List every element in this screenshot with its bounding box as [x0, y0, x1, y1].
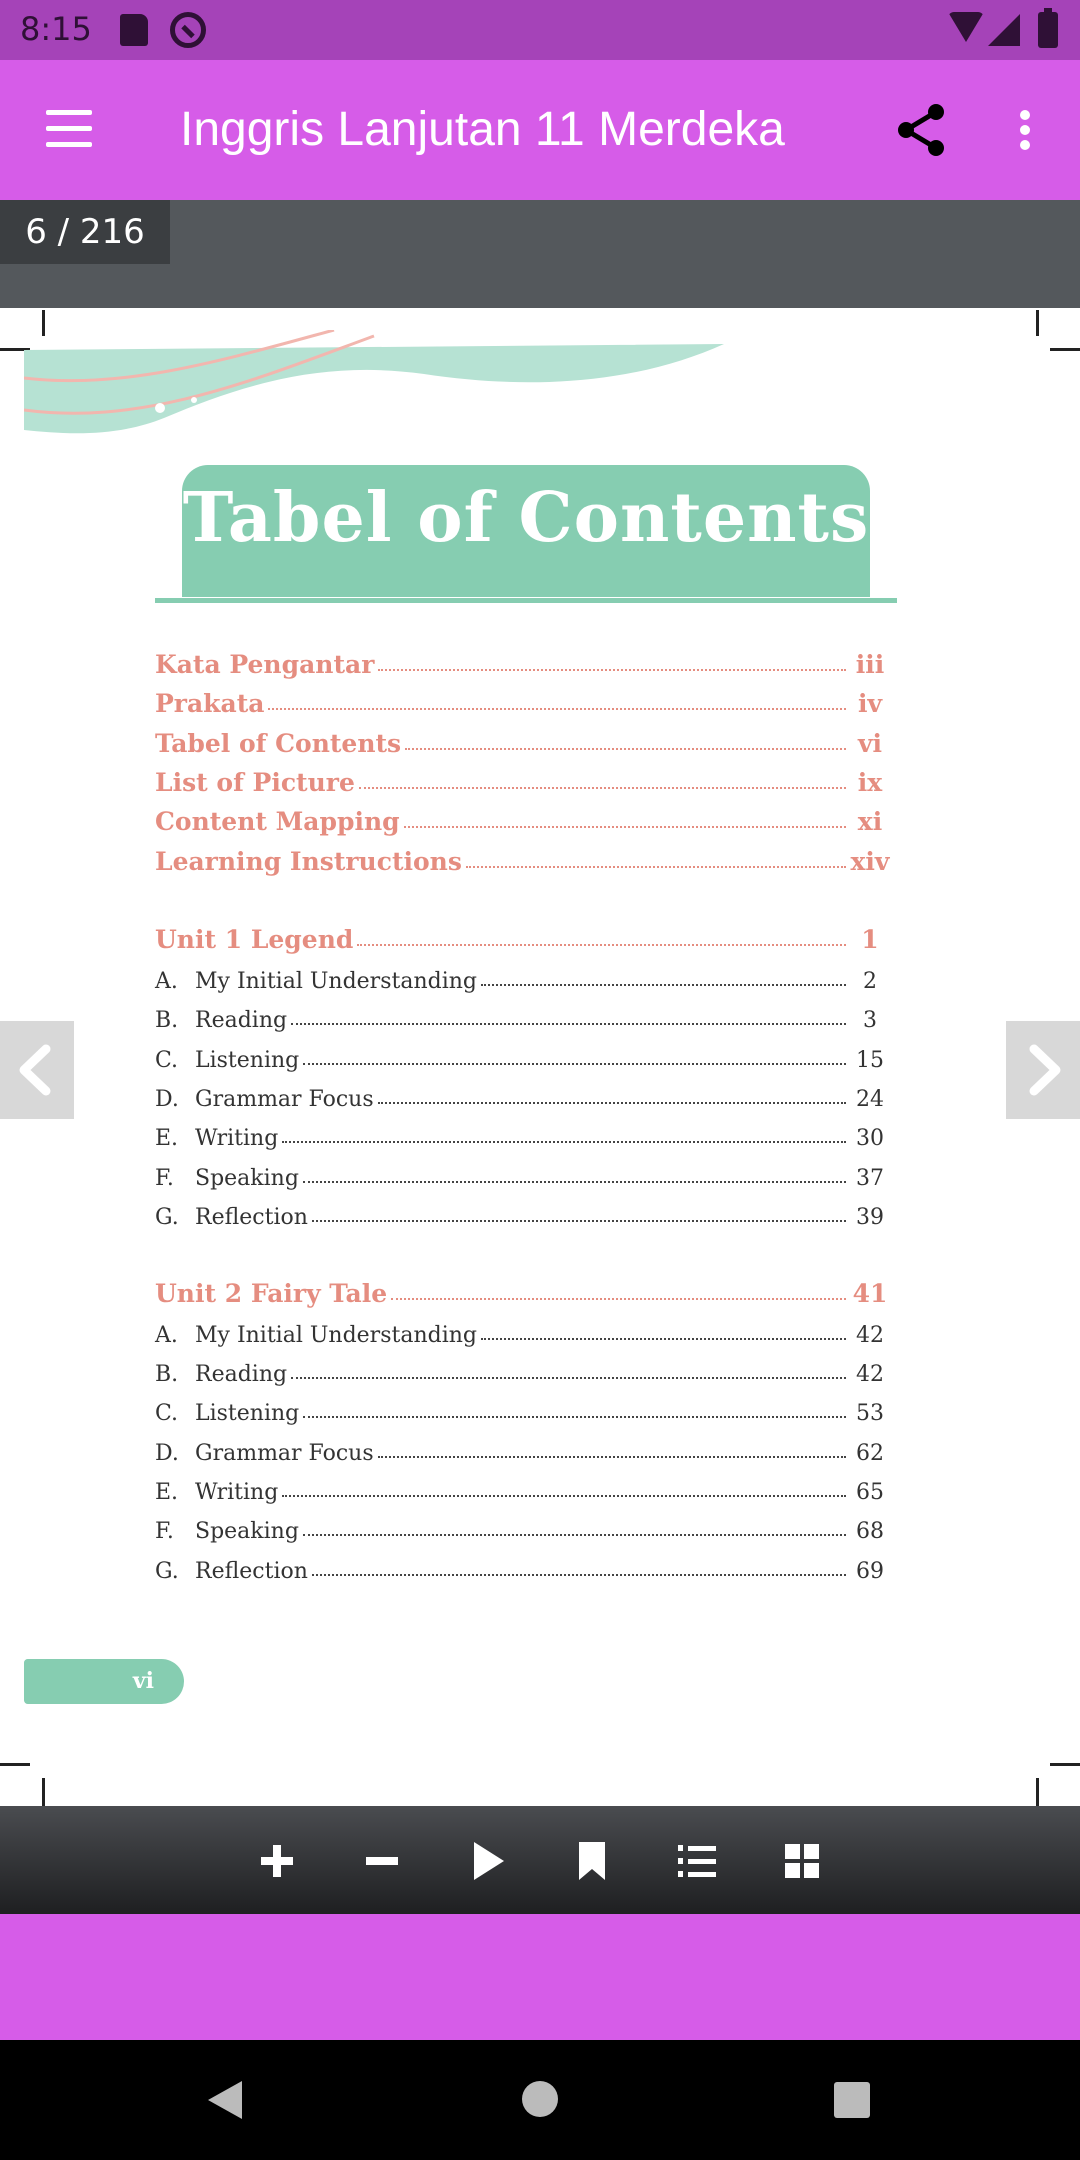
zoom-in-icon[interactable] [252, 1836, 302, 1886]
toc-section [155, 997, 890, 1033]
toc-section-label: Reading [195, 1008, 288, 1033]
toc-section-letter: F. [155, 1166, 174, 1191]
toc-section-letter: A. [155, 969, 178, 994]
bookmark-icon[interactable] [567, 1836, 617, 1886]
toc-unit-heading [155, 1272, 890, 1308]
sd-card-icon [120, 14, 148, 46]
toc-section [155, 1037, 890, 1073]
toc-section [155, 1390, 890, 1426]
chevron-left-icon [0, 1021, 74, 1119]
leader-dots [291, 1023, 846, 1025]
toc-entry-label: Learning Instructions [155, 847, 462, 876]
leader-dots [312, 1574, 846, 1576]
toc-entry-page: vi [857, 729, 883, 758]
toc-section-letter: G. [155, 1559, 179, 1584]
status-bar [0, 0, 1080, 60]
crop-mark [1036, 1778, 1039, 1806]
toc-entry [155, 682, 890, 718]
leader-dots [282, 1495, 846, 1497]
toc-section-label: My Initial Understanding [195, 969, 477, 994]
toc-section [155, 1430, 890, 1466]
toc-entry-label: Unit 2 Fairy Tale [155, 1279, 388, 1308]
back-icon[interactable] [200, 2075, 250, 2129]
toc-section-page: 62 [856, 1441, 884, 1466]
leader-dots [481, 984, 846, 986]
leader-dots [378, 1102, 846, 1104]
toc-section-label: Writing [195, 1480, 279, 1505]
banner-area [0, 1914, 1080, 2040]
list-icon[interactable] [672, 1836, 722, 1886]
leader-dots [378, 669, 846, 671]
more-options-icon[interactable] [1005, 100, 1045, 160]
toc-section-page: 30 [856, 1126, 884, 1151]
document-title: Tabel of Contents [182, 478, 870, 558]
toc-section-page: 53 [856, 1401, 884, 1426]
toc-section-page: 39 [856, 1205, 884, 1230]
leader-dots [303, 1534, 846, 1536]
viewer-toolbar [0, 1806, 1080, 1914]
toc-section [155, 1548, 890, 1584]
toc-entry [155, 761, 890, 797]
crop-mark [1036, 310, 1039, 336]
toc-section-label: Speaking [195, 1166, 299, 1191]
toc-section [155, 1076, 890, 1112]
recents-icon[interactable] [830, 2078, 874, 2126]
toc-entry [155, 643, 890, 679]
leader-dots [312, 1220, 846, 1222]
toc-entry-page: xi [857, 807, 883, 836]
leader-dots [303, 1063, 846, 1065]
toc-section-letter: C. [155, 1048, 179, 1073]
toc-section-page: 2 [863, 969, 877, 994]
toc-entry-page: ix [857, 768, 883, 797]
crop-mark [42, 1778, 45, 1806]
toc-entry [155, 840, 890, 876]
leader-dots [357, 944, 846, 946]
pdf-page[interactable] [0, 308, 1080, 1806]
page-number-tab: vi [24, 1659, 184, 1704]
cell-signal-icon [988, 14, 1020, 46]
toc-entry-label: Content Mapping [155, 807, 400, 836]
toc-section-label: Reflection [195, 1205, 308, 1230]
toc-section-letter: E. [155, 1126, 179, 1151]
menu-icon[interactable] [40, 106, 100, 154]
leader-dots [268, 708, 846, 710]
toc-section-page: 24 [856, 1087, 884, 1112]
leader-dots [404, 826, 846, 828]
previous-page-button[interactable] [0, 1021, 74, 1119]
wifi-icon [948, 12, 984, 42]
toc-section-letter: A. [155, 1323, 178, 1348]
leader-dots [303, 1181, 846, 1183]
toc-section [155, 1351, 890, 1387]
toc-entry-label: Tabel of Contents [155, 729, 402, 758]
toc-section-label: Reflection [195, 1559, 308, 1584]
leader-dots [391, 1298, 846, 1300]
toc-section-letter: E. [155, 1480, 179, 1505]
system-navigation-bar [0, 2040, 1080, 2160]
toc-section-label: Writing [195, 1126, 279, 1151]
toc-section-letter: C. [155, 1401, 179, 1426]
toc-entry [155, 800, 890, 836]
toc-section [155, 1469, 890, 1505]
toc-section-label: Listening [195, 1048, 300, 1073]
status-time: 8:15 [20, 10, 92, 48]
crop-mark [1050, 1763, 1080, 1766]
toc-section [155, 1155, 890, 1191]
toc-entry-page: 1 [861, 925, 879, 954]
toc-section-page: 3 [863, 1008, 877, 1033]
toc-section-page: 15 [856, 1048, 884, 1073]
home-icon[interactable] [518, 2077, 562, 2125]
toc-entry-page: iii [855, 650, 885, 679]
leader-dots [466, 866, 846, 868]
toc-section-page: 69 [856, 1559, 884, 1584]
title-underline [155, 598, 897, 603]
toc-unit-heading [155, 918, 890, 954]
toc-entry-label: Kata Pengantar [155, 650, 375, 679]
play-icon[interactable] [462, 1836, 512, 1886]
toc-section-label: Listening [195, 1401, 300, 1426]
leader-dots [359, 787, 846, 789]
leader-dots [291, 1377, 846, 1379]
crop-mark [1050, 348, 1080, 351]
toc-entry-label: Prakata [155, 689, 265, 718]
toc-section-page: 37 [856, 1166, 884, 1191]
toc-section [155, 958, 890, 994]
toc-section-letter: F. [155, 1519, 174, 1544]
toc-section-label: My Initial Understanding [195, 1323, 477, 1348]
toc-entry [155, 722, 890, 758]
crop-mark [0, 1763, 30, 1766]
leader-dots [378, 1456, 846, 1458]
toc-section-letter: D. [155, 1441, 179, 1466]
leader-dots [303, 1416, 846, 1418]
app-bar [0, 60, 1080, 200]
toc-section [155, 1115, 890, 1151]
zoom-out-icon[interactable] [357, 1836, 407, 1886]
toc-entry-page: xiv [850, 847, 890, 876]
toc-section-page: 42 [856, 1362, 884, 1387]
toc-section-label: Grammar Focus [195, 1441, 374, 1466]
toc-section-label: Reading [195, 1362, 288, 1387]
toc-section-page: 42 [856, 1323, 884, 1348]
toc-section-page: 68 [856, 1519, 884, 1544]
toc-section-letter: G. [155, 1205, 179, 1230]
grid-icon[interactable] [777, 1836, 827, 1886]
toc-section-page: 65 [856, 1480, 884, 1505]
toc-section-label: Grammar Focus [195, 1087, 374, 1112]
share-icon[interactable] [892, 100, 952, 160]
page-indicator: 6 / 216 [0, 200, 170, 264]
toc-entry-page: iv [857, 689, 883, 718]
leader-dots [481, 1338, 846, 1340]
toc-section-letter: D. [155, 1087, 179, 1112]
toc-entry-label: Unit 1 Legend [155, 925, 354, 954]
leader-dots [405, 748, 846, 750]
toc-entry-label: List of Picture [155, 768, 355, 797]
chevron-right-icon [1006, 1021, 1080, 1119]
toc-section [155, 1508, 890, 1544]
toc-section-letter: B. [155, 1362, 179, 1387]
do-not-disturb-icon [170, 12, 206, 48]
leader-dots [282, 1141, 846, 1143]
battery-icon [1038, 12, 1058, 48]
app-title: Inggris Lanjutan 11 Merdeka [180, 103, 785, 156]
toc-section-label: Speaking [195, 1519, 299, 1544]
toc-entry-page: 41 [852, 1279, 888, 1308]
toc-section [155, 1312, 890, 1348]
next-page-button[interactable] [1006, 1021, 1080, 1119]
decorative-wave [24, 330, 734, 450]
toc-section-letter: B. [155, 1008, 179, 1033]
toc-section [155, 1194, 890, 1230]
